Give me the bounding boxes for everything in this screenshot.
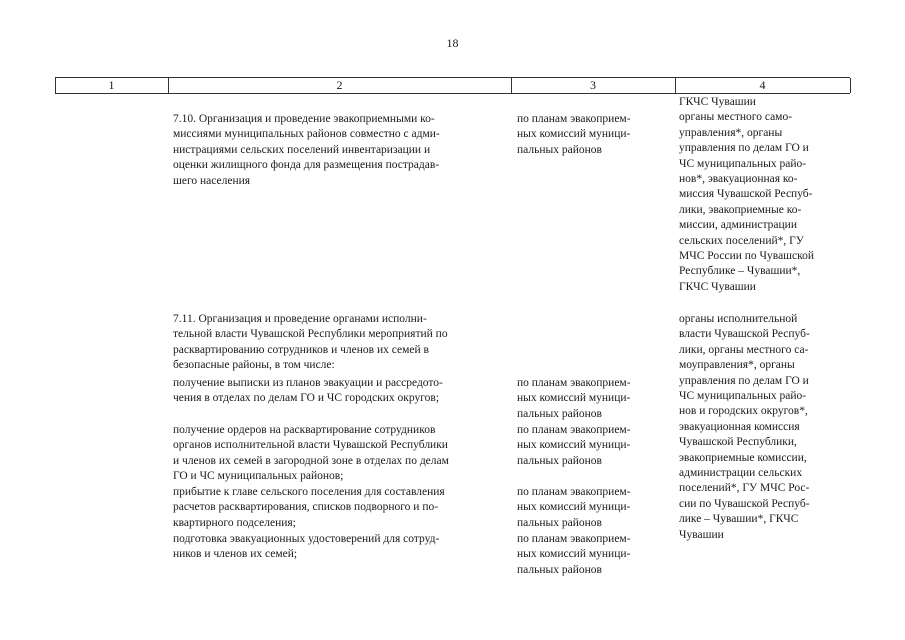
section-7-11-item-text bbox=[173, 376, 443, 407]
text-line: управления*, органы bbox=[679, 126, 783, 139]
text-line: лики, эвакоприемные ко- bbox=[679, 203, 802, 216]
text-line: МЧС России по Чувашской bbox=[679, 250, 815, 263]
column-header-2: 2 bbox=[336, 78, 343, 92]
text-line: моуправления*, органы bbox=[679, 359, 795, 372]
text-line: органы местного само- bbox=[679, 111, 793, 124]
column-header-1: 1 bbox=[108, 78, 115, 92]
text-line: нов*, эвакуационная ко- bbox=[679, 173, 798, 186]
text-line: по планам эвакоприем- bbox=[517, 424, 631, 436]
text-line: миссиями муниципальных районов совместно с адми- bbox=[173, 128, 440, 141]
text-line: власти Чувашской Респуб- bbox=[679, 328, 810, 341]
text-line: пальных районов bbox=[517, 563, 602, 576]
text-line: расквартированию сотрудников и членов их семей в bbox=[173, 343, 429, 356]
text-line: нистрациями сельских поселений инвентаризации и bbox=[173, 143, 431, 156]
section-7-11-item-deadline bbox=[517, 485, 631, 531]
text-line: ных комиссий муници- bbox=[517, 548, 631, 561]
section-7-11-item-text bbox=[173, 485, 445, 531]
text-line: ГКЧС Чувашии bbox=[679, 280, 756, 293]
text-line: расчетов расквартирования, списков подворного и по- bbox=[173, 501, 439, 514]
text-line: пальных районов bbox=[517, 143, 602, 156]
text-line: Чувашской Республики, bbox=[679, 436, 797, 449]
text-line: ЧС муниципальных райо- bbox=[679, 390, 807, 403]
text-line: получение выписки из планов эвакуации и рассредото- bbox=[173, 377, 443, 389]
text-line: миссия Чувашской Респуб- bbox=[679, 188, 813, 201]
text-line: ников и членов их семей; bbox=[173, 548, 298, 561]
text-line: пальных районов bbox=[517, 516, 602, 529]
section-7-10-description bbox=[173, 112, 440, 189]
text-line: Республике – Чувашии*, bbox=[679, 265, 801, 278]
text-line: оценки жилищного фонда для размещения пострадав- bbox=[173, 159, 440, 172]
text-line: лике – Чувашии*, ГКЧС bbox=[679, 513, 799, 526]
text-line: чения в отделах по делам ГО и ЧС городских округов; bbox=[173, 392, 440, 405]
text-line: ных комиссий муници- bbox=[517, 392, 631, 405]
text-line: и членов их семей в загородной зоне в отделах по делам bbox=[173, 454, 449, 467]
text-line: нов и городских округов*, bbox=[679, 405, 808, 418]
text-line: поселений*, ГУ МЧС Рос- bbox=[679, 482, 810, 495]
table-header-rule bbox=[55, 93, 850, 94]
text-line: эвакоприемные комиссии, bbox=[679, 451, 807, 464]
text-line: сельских поселений*, ГУ bbox=[679, 234, 804, 247]
text-line: органов исполнительной власти Чувашской Республики bbox=[173, 439, 448, 452]
section-7-11-item-deadline bbox=[517, 423, 631, 469]
text-line: ГКЧС Чувашии bbox=[679, 96, 756, 108]
text-line: миссии, администрации bbox=[679, 219, 797, 232]
text-line: ных комиссий муници- bbox=[517, 501, 631, 514]
text-line: подготовка эвакуационных удостоверений для сотруд- bbox=[173, 533, 440, 545]
text-line: по планам эвакоприем- bbox=[517, 486, 631, 498]
text-line: квартирного подселения; bbox=[173, 516, 296, 529]
text-line: пальных районов bbox=[517, 407, 602, 420]
text-line: ЧС муниципальных райо- bbox=[679, 157, 807, 170]
text-line: ных комиссий муници- bbox=[517, 439, 631, 452]
text-line: сии по Чувашской Респуб- bbox=[679, 497, 810, 510]
section-7-11-item-deadline bbox=[517, 532, 631, 578]
column-header-3: 3 bbox=[590, 78, 596, 92]
text-line: 7.11. Организация и проведение органами исполни- bbox=[173, 313, 427, 325]
section-7-11-responsible bbox=[679, 312, 810, 543]
page-number: 18 bbox=[446, 36, 459, 50]
section-7-11-item-deadline bbox=[517, 376, 631, 422]
text-line: 7.10. Организация и проведение эвакоприемными ко- bbox=[173, 113, 435, 125]
text-line: ГО и ЧС муниципальных районов; bbox=[173, 470, 344, 483]
column-divider bbox=[850, 78, 851, 93]
text-line: тельной власти Чувашской Республики мероприятий по bbox=[173, 328, 448, 341]
text-line: шего населения bbox=[173, 174, 251, 187]
section-7-11-item-text bbox=[173, 532, 439, 563]
text-line: эвакуационная комиссия bbox=[679, 420, 800, 433]
text-line: лики, органы местного са- bbox=[679, 343, 809, 356]
text-line: органы исполнительной bbox=[679, 313, 798, 325]
text-line: получение ордеров на расквартирование сотрудников bbox=[173, 424, 436, 436]
text-line: управления по делам ГО и bbox=[679, 374, 809, 387]
text-line: прибытие к главе сельского поселения для составления bbox=[173, 486, 445, 498]
section-7-11-item-text bbox=[173, 423, 449, 485]
section-7-11-intro bbox=[173, 312, 448, 374]
text-line: пальных районов bbox=[517, 454, 602, 467]
text-line: безопасные районы, в том числе: bbox=[173, 359, 335, 372]
section-7-10-deadline bbox=[517, 112, 631, 158]
text-line: по планам эвакоприем- bbox=[517, 533, 631, 545]
text-line: Чувашии bbox=[679, 528, 724, 541]
section-7-10-responsible bbox=[679, 95, 814, 295]
text-line: ных комиссий муници- bbox=[517, 128, 631, 141]
column-header-4: 4 bbox=[759, 78, 766, 92]
text-line: по планам эвакоприем- bbox=[517, 377, 631, 389]
text-line: администрации сельских bbox=[679, 467, 803, 480]
text-line: по планам эвакоприем- bbox=[517, 113, 631, 125]
text-line: управления по делам ГО и bbox=[679, 142, 809, 155]
